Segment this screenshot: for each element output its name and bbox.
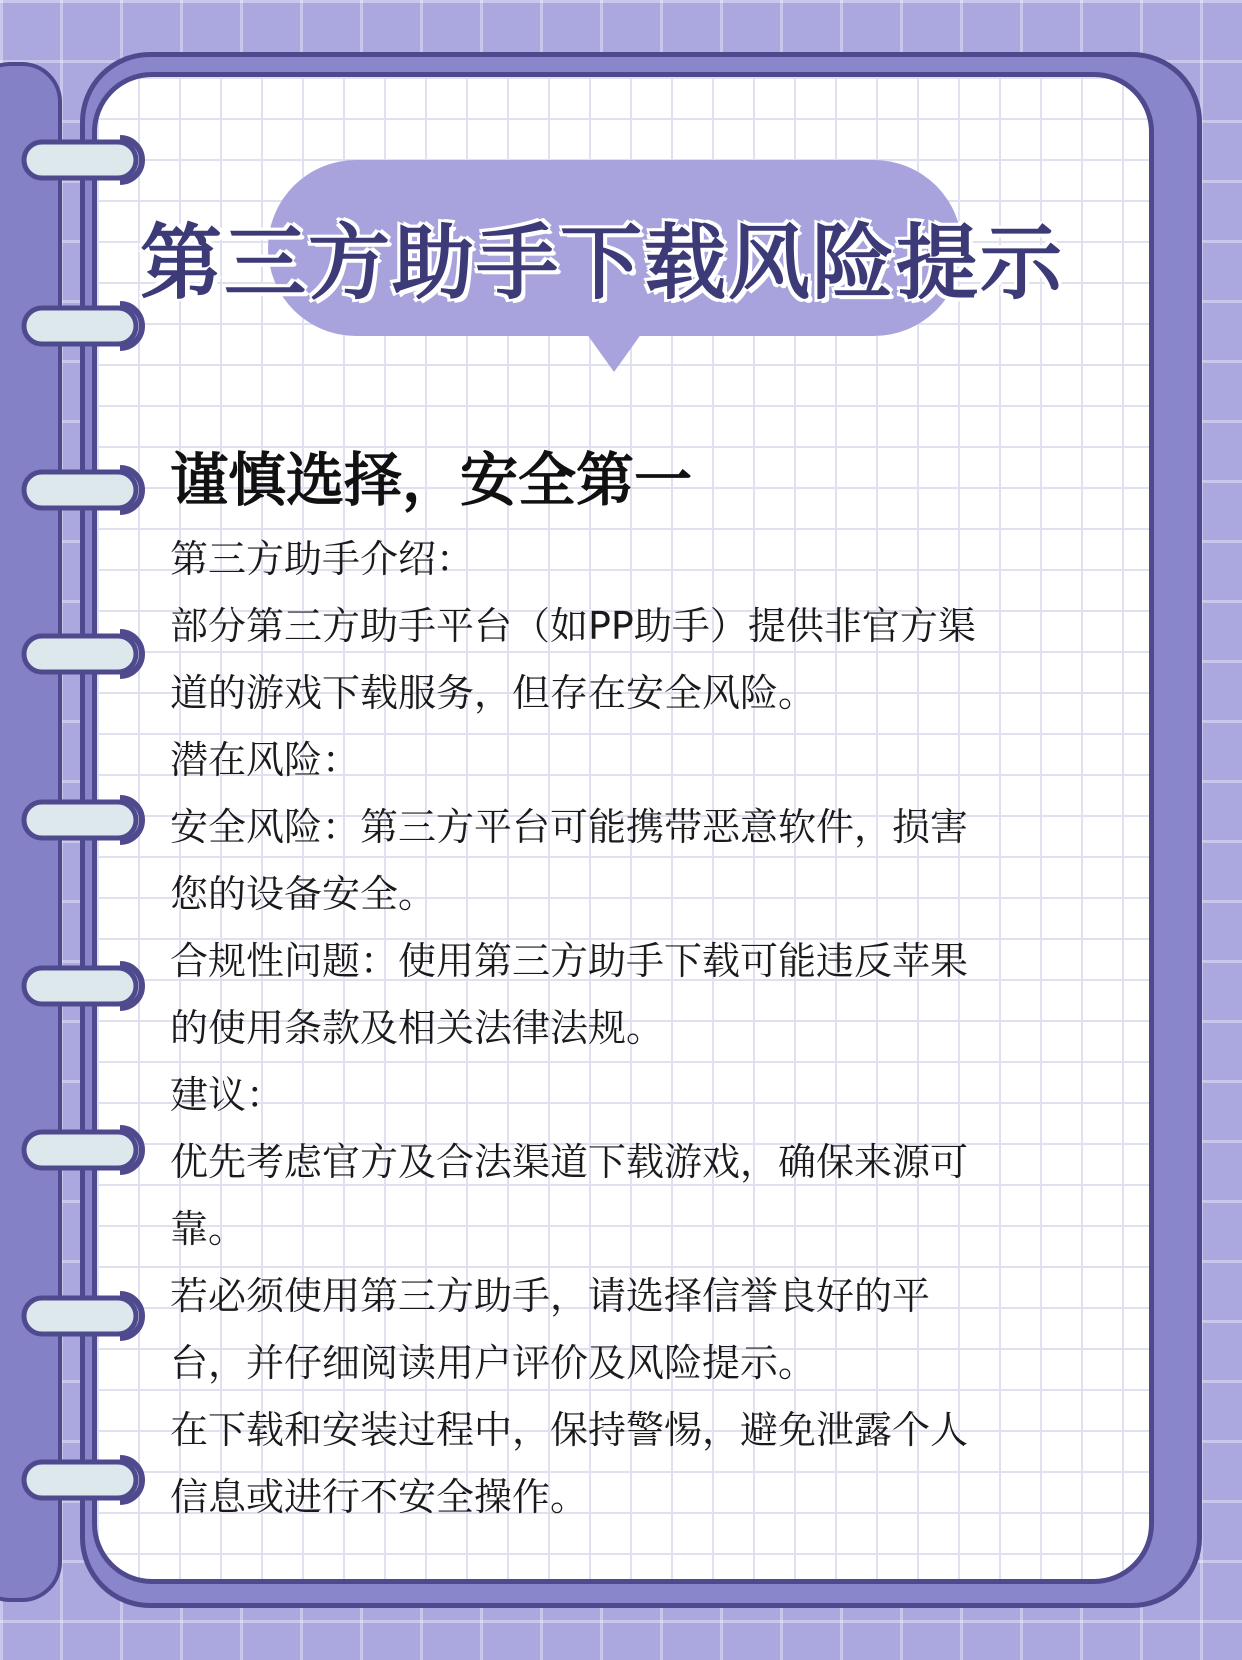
binder-ring xyxy=(20,1288,152,1344)
text-line: 您的设备安全。 xyxy=(170,872,437,916)
binder-ring xyxy=(20,1122,152,1178)
binder-ring xyxy=(20,1452,152,1508)
binder-ring xyxy=(20,626,152,682)
body-text xyxy=(170,526,1070,1531)
text-line: 道的游戏下载服务，但存在安全风险。 xyxy=(170,671,817,715)
text-line: 信息或进行不安全操作。 xyxy=(170,1475,589,1519)
text-line: 的使用条款及相关法律法规。 xyxy=(170,1006,665,1050)
binder-ring xyxy=(20,298,152,354)
text-line: 安全风险：第三方平台可能携带恶意软件，损害 xyxy=(170,805,969,849)
text-line: 优先考虑官方及合法渠道下载游戏，确保来源可 xyxy=(170,1140,969,1184)
text-line: 第三方助手介绍： xyxy=(170,537,475,581)
text-line: 潜在风险： xyxy=(170,738,361,782)
binder-ring xyxy=(20,792,152,848)
text-line: 合规性问题：使用第三方助手下载可能违反苹果 xyxy=(170,939,969,983)
text-line: 建议： xyxy=(170,1073,285,1117)
text-line: 部分第三方助手平台（如PP助手）提供非官方渠 xyxy=(170,604,976,648)
title-bubble-tail xyxy=(584,330,644,372)
binder-ring xyxy=(20,958,152,1014)
page-title: 第三方助手下载风险提示 xyxy=(140,216,1065,311)
binder-ring xyxy=(20,132,152,188)
text-line: 靠。 xyxy=(170,1207,247,1251)
binder-ring xyxy=(20,462,152,518)
text-line: 若必须使用第三方助手，请选择信誉良好的平 xyxy=(170,1274,931,1318)
text-line: 台，并仔细阅读用户评价及风险提示。 xyxy=(170,1341,817,1385)
text-line: 在下载和安装过程中，保持警惕，避免泄露个人 xyxy=(170,1408,969,1452)
section-heading: 谨慎选择，安全第一 xyxy=(170,446,693,514)
